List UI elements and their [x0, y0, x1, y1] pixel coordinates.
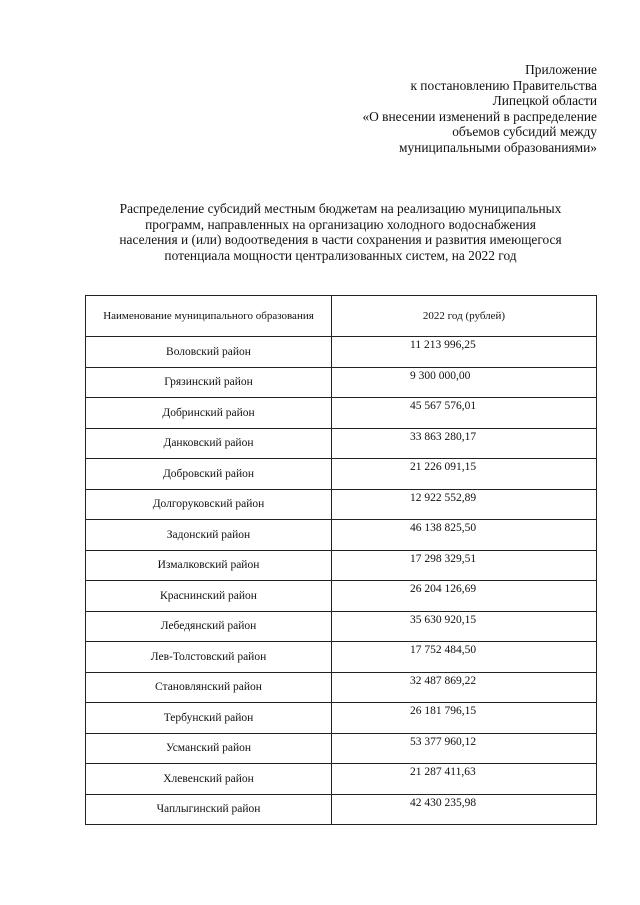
subsidy-amount: 46 138 825,50 — [332, 520, 597, 551]
table-row — [86, 611, 597, 642]
header-district-name: Наименование муниципального образования — [86, 296, 332, 337]
district-name: Долгоруковский район — [86, 489, 332, 520]
annex-block — [257, 62, 597, 156]
header-amount-2022: 2022 год (рублей) — [332, 296, 597, 337]
table-row — [86, 703, 597, 734]
district-name: Тербунский район — [86, 703, 332, 734]
annex-line: объемов субсидий между — [452, 124, 597, 140]
table-row — [86, 794, 597, 825]
subsidy-amount: 17 298 329,51 — [332, 550, 597, 581]
subsidy-amount: 21 287 411,63 — [332, 764, 597, 795]
district-name: Грязинский район — [86, 367, 332, 398]
table-row — [86, 642, 597, 673]
table-row — [86, 428, 597, 459]
district-name: Краснинский район — [86, 581, 332, 612]
annex-line: «О внесении изменений в распределение — [362, 108, 597, 124]
district-name: Воловский район — [86, 337, 332, 368]
table-row — [86, 398, 597, 429]
annex-line: Липецкой области — [492, 93, 597, 109]
subsidies-table — [85, 295, 597, 825]
subsidy-amount: 33 863 280,17 — [332, 428, 597, 459]
table-row — [86, 520, 597, 551]
table-header-row — [86, 296, 597, 337]
table-row — [86, 733, 597, 764]
district-name: Становлянский район — [86, 672, 332, 703]
subsidy-amount: 32 487 869,22 — [332, 672, 597, 703]
subsidy-amount: 11 213 996,25 — [332, 337, 597, 368]
table-row — [86, 581, 597, 612]
title-line: программ, направленных на организацию холодного водоснабжения — [145, 216, 536, 232]
title-line: Распределение субсидий местным бюджетам на реализацию муниципальных — [119, 201, 562, 216]
title-line: потенциала мощности централизованных систем, на 2022 год — [164, 247, 517, 263]
table-row — [86, 764, 597, 795]
annex-line: к постановлению Правительства — [410, 77, 597, 93]
district-name: Чаплыгинский район — [86, 794, 332, 825]
table-row — [86, 489, 597, 520]
subsidy-amount: 35 630 920,15 — [332, 611, 597, 642]
district-name: Хлевенский район — [86, 764, 332, 795]
subsidy-amount: 26 204 126,69 — [332, 581, 597, 612]
subsidy-amount: 45 567 576,01 — [332, 398, 597, 429]
district-name: Добровский район — [86, 459, 332, 490]
district-name: Задонский район — [86, 520, 332, 551]
subsidy-amount: 12 922 552,89 — [332, 489, 597, 520]
district-name: Измалковский район — [86, 550, 332, 581]
district-name: Лебедянский район — [86, 611, 332, 642]
district-name: Лев-Толстовский район — [86, 642, 332, 673]
district-name: Данковский район — [86, 428, 332, 459]
district-name: Добринский район — [86, 398, 332, 429]
document-title — [78, 201, 603, 263]
annex-line: муниципальными образованиями» — [399, 139, 597, 155]
subsidy-amount: 53 377 960,12 — [332, 733, 597, 764]
title-line: населения и (или) водоотведения в части сохранения и развития имеющегося — [119, 232, 562, 248]
table-row — [86, 367, 597, 398]
table-row — [86, 337, 597, 368]
subsidy-amount: 21 226 091,15 — [332, 459, 597, 490]
table-row — [86, 550, 597, 581]
annex-line: Приложение — [525, 62, 597, 77]
subsidy-amount: 17 752 484,50 — [332, 642, 597, 673]
table-row — [86, 672, 597, 703]
table-row — [86, 459, 597, 490]
subsidy-amount: 42 430 235,98 — [332, 794, 597, 825]
subsidy-amount: 9 300 000,00 — [332, 367, 597, 398]
district-name: Усманский район — [86, 733, 332, 764]
subsidy-amount: 26 181 796,15 — [332, 703, 597, 734]
